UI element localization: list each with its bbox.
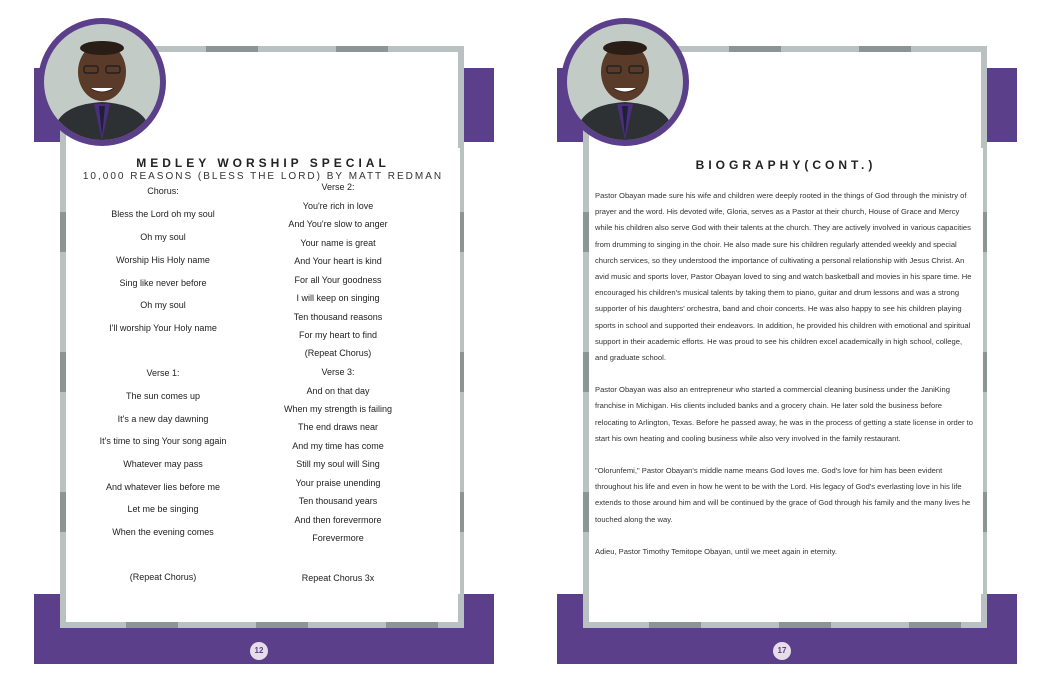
lyric-line: When my strength is failing (283, 404, 393, 414)
header-tagline: A JOYOUS LIFE IN THE LORD'S SERVICE (205, 80, 439, 91)
lyric-line: (Repeat Chorus) (304, 348, 372, 358)
lyric-line: Worship His Holy name (116, 255, 210, 265)
lyric-line: And on that day (306, 386, 370, 396)
header-dates: MAY 14, 1965 - AUGUST 22, 2020 (199, 115, 445, 127)
header-name: Pastor Timothy Temitope Obayan (737, 94, 953, 111)
header-tagline: A JOYOUS LIFE IN THE LORD'S SERVICE (728, 80, 962, 91)
lyric-line: Your name is great (300, 238, 376, 248)
lyric-line: Forevermore (312, 533, 364, 543)
lyric-line: Chorus: (147, 186, 179, 196)
biography-paragraph: Pastor Obayan made sure his wife and children were deeply rooted in the things of God through the ministry of prayer and the word. His devoted wife, Gloria, serves as a Pastor at their church, House of Grace and Mercy while his children also serve God with their talents at the church. They are actively involved in various capacities from drumming to singing in the choir. He also made sure his children regularly attended weekly and special church services, so they understood the importance of cultivating a personal relationship with Jesus Christ. An avid music and sports lover, Pastor Obayan loved to sing and watch basketball and movies in his spare time. He encouraged his children's musical talents by taking them to piano, guitar and drum lessons and was a strong supporter of his daughters' orchestra, band and choir concerts. He was also happy to see his children playing sports in school and supported their endeavors. In addition, he provided his children with emotional and spiritual support in their academic efforts. He was proud to see his children excel academically in high school, college, and graduate school. (595, 191, 972, 363)
lyric-line: It's time to sing Your song again (99, 436, 227, 446)
biography-paragraph: Adieu, Pastor Timothy Temitope Obayan, until we meet again in eternity. (595, 546, 838, 556)
lyric-line: Sing like never before (119, 278, 207, 288)
pastor-photo-icon (44, 24, 160, 140)
lyric-line: Whatever may pass (123, 459, 203, 469)
pastor-portrait (561, 18, 689, 146)
header-text (687, 80, 1003, 127)
lyric-line: The sun comes up (125, 391, 201, 401)
biography-paragraph: Pastor Obayan was also an entrepreneur who started a commercial cleaning business under the JaniKing franchise in Michigan. His clients included banks and a grocery chain. He later sold the business before relocating to Arlington, Texas. Before he passed away, he was in the process of getting a state license in order to start his own heating and cooling business while also very involved in the family restaurant. (595, 385, 973, 443)
page-17 (557, 0, 1017, 680)
lyric-line: Oh my soul (140, 300, 186, 310)
song-title: MEDLEY WORSHIP SPECIAL (136, 156, 390, 170)
song-subtitle: 10,000 REASONS (BLESS THE LORD) BY MATT REDMAN (82, 171, 444, 182)
lyric-line: (Repeat Chorus) (129, 572, 197, 582)
lyric-line: Let me be singing (127, 504, 199, 514)
lyric-line: Verse 2: (321, 182, 355, 192)
header-dates: MAY 14, 1965 - AUGUST 22, 2020 (722, 115, 968, 127)
page-12 (34, 0, 494, 680)
lyric-line: For my heart to find (298, 330, 378, 340)
header-name: Pastor Timothy Temitope Obayan (214, 94, 430, 111)
pastor-portrait (38, 18, 166, 146)
lyric-line: For all Your goodness (294, 275, 382, 285)
lyric-line: Bless the Lord oh my soul (111, 209, 215, 219)
lyric-line: When the evening comes (112, 527, 214, 537)
lyric-line: Oh my soul (140, 232, 186, 242)
lyric-line: Ten thousand reasons (293, 312, 383, 322)
header-text (164, 80, 480, 127)
lyric-line: And You're slow to anger (288, 219, 388, 229)
lyric-line: You're rich in love (302, 201, 374, 211)
lyric-line: I'll worship Your Holy name (109, 323, 217, 333)
lyric-line: And my time has come (292, 441, 384, 451)
biography-title: BIOGRAPHY(CONT.) (695, 158, 877, 172)
pastor-photo-icon (567, 24, 683, 140)
page-number: 12 (250, 642, 268, 660)
biography-paragraph: "Olorunfemi," Pastor Obayan's middle name means God loves me. God's love for him has been evident throughout his life and even in how he went to be with the Lord. His legacy of God's everlasting love in his life extends to those around him and will be continued by the grace of God through his family and the many lives he touched along the way. (595, 466, 971, 524)
lyric-line: Verse 1: (146, 368, 180, 378)
lyric-line: Still my soul will Sing (296, 459, 380, 469)
lyric-line: It's a new day dawning (117, 414, 209, 424)
lyric-line: I will keep on singing (296, 293, 380, 303)
lyric-line: The end draws near (297, 422, 379, 432)
page-number: 17 (773, 642, 791, 660)
lyric-line: And then forevermore (294, 515, 382, 525)
lyric-line: Verse 3: (321, 367, 355, 377)
lyric-line: Repeat Chorus 3x (301, 573, 375, 583)
lyric-line: And Your heart is kind (294, 256, 382, 266)
lyric-line: And whatever lies before me (105, 482, 221, 492)
biography-content (589, 148, 983, 594)
song-content (66, 148, 460, 594)
lyric-line: Ten thousand years (298, 496, 378, 506)
biography-body (595, 188, 975, 576)
lyric-line: Your praise unending (295, 478, 381, 488)
